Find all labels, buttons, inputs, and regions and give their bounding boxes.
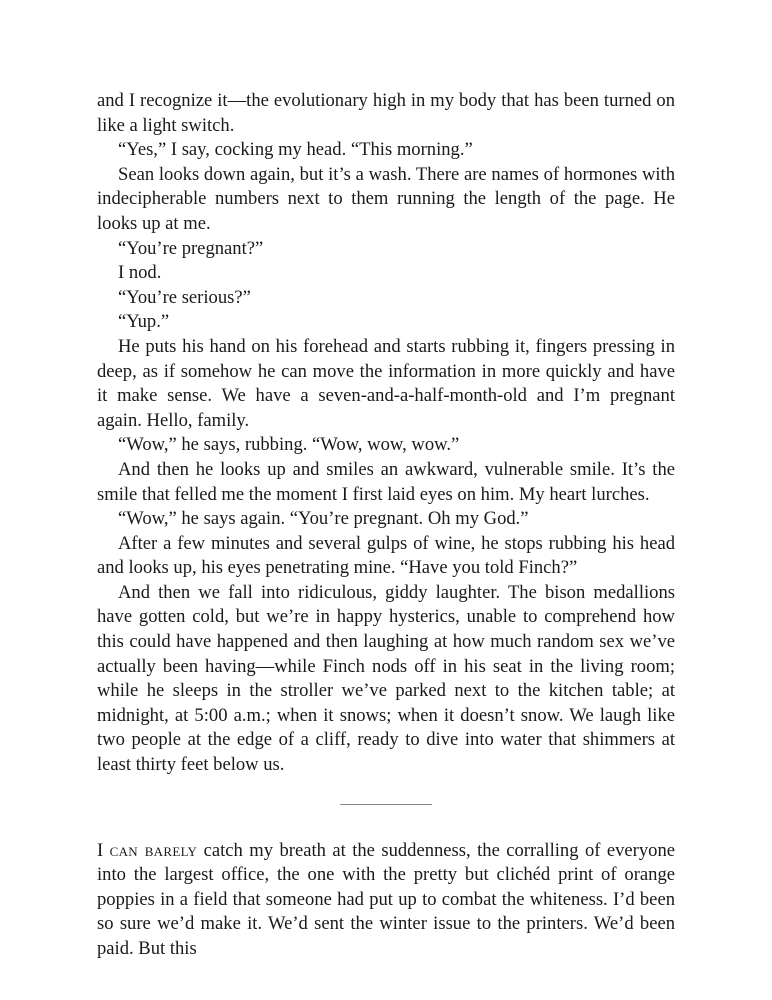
paragraph: After a few minutes and several gulps of wine, he stops rubbing his head and looks up, his eyes penetrating mine. “Have you told Finch?” [97, 532, 675, 579]
section-divider [340, 804, 432, 805]
paragraph: Sean looks down again, but it’s a wash. There are names of hormones with indecipherable numbers next to them running the length of the page. He looks up at me. [97, 163, 675, 234]
lead-smallcaps: can barely [109, 839, 198, 861]
paragraph: “Wow,” he says again. “You’re pregnant. Oh my God.” [118, 508, 529, 530]
paragraph: and I recognize it—the evolutionary high in my body that has been turned on like a light switch. [97, 90, 675, 136]
paragraph: “You’re pregnant?” [118, 237, 264, 259]
paragraph: “Yup.” [118, 311, 170, 333]
paragraph: And then he looks up and smiles an awkward, vulnerable smile. It’s the smile that felled me the moment I first laid eyes on him. My heart lurches. [97, 458, 675, 505]
body-text [97, 89, 675, 962]
paragraph: And then we fall into ridiculous, giddy laughter. The bison medallions have gotten cold, but we’re in happy hysterics, unable to comprehend how this could have happened and then laughing at how much random sex we’ve actually been having—while Finch nods off in his seat in the living room; while he sleeps in the stroller we’ve parked next to the kitchen table; at midnight, at 5:00 a.m.; when it snows; when it doesn’t snow. We laugh like two people at the edge of a cliff, ready to dive into water that shimmers at least thirty feet below us. [97, 581, 675, 776]
paragraph: He puts his hand on his forehead and starts rubbing it, fingers pressing in deep, as if somehow he can move the information in more quickly and have it make sense. We have a seven-and-a-half-month-old and I’m pregnant again. Hello, family. [97, 335, 675, 431]
paragraph: I nod. [118, 262, 162, 284]
section-opening-paragraph [97, 839, 675, 962]
paragraph: “Wow,” he says, rubbing. “Wow, wow, wow.” [118, 434, 460, 456]
lead-initial: I [97, 839, 110, 861]
paragraph: “You’re serious?” [118, 286, 251, 308]
paragraph: “Yes,” I say, cocking my head. “This morning.” [118, 139, 473, 161]
paragraph-rest: catch my breath at the suddenness, the corralling of everyone into the largest office, the one with the pretty but clichéd print of orange poppies in a field that someone had put up to combat the whiteness. I’d been so sure we’d make it. We’d sent the winter issue to the printers. We’d been paid. But this [97, 839, 675, 959]
